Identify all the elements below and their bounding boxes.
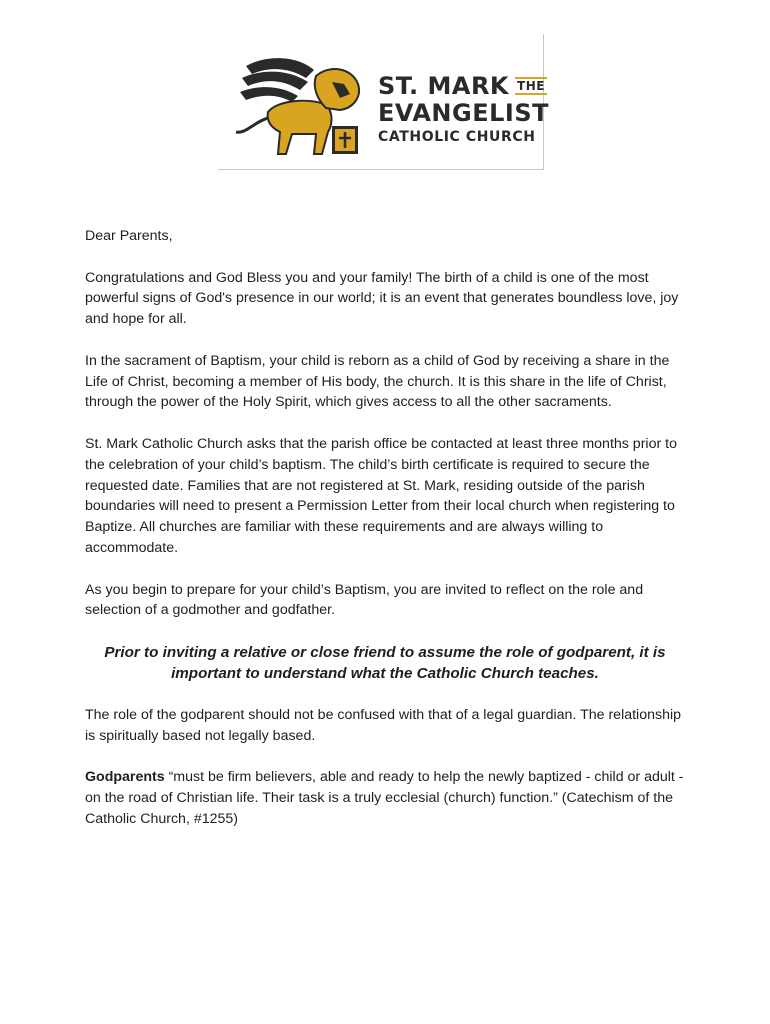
paragraph-godparents-quote: [85, 767, 685, 829]
salutation: Dear Parents,: [85, 228, 173, 244]
logo-line-2: EVANGELIST: [378, 99, 549, 127]
paragraph-congratulations: Congratulations and God Bless you and your family! The birth of a child is one of the most powerful signs of God's presence in our world; it is an event that generates boundless love, joy and hope for all.: [85, 269, 679, 328]
paragraph-preparation: As you begin to prepare for your child’s Baptism, you are invited to reflect on the role and selection of a godmother and godfather.: [85, 581, 644, 619]
logo-the: THE: [517, 79, 545, 93]
logo-line-3: CATHOLIC CHURCH: [378, 129, 536, 145]
paragraph-registration: St. Mark Catholic Church asks that the parish office be contacted at least three months prior to the celebration of your child’s baptism. The child’s birth certificate is required to secure the requested date. Families that are not registered at St. Mark, residing outside of the parish boundaries will need to present a Permission Letter from their local church when registering to Baptize. All churches are familiar with these requirements and are always willing to accommodate.: [85, 435, 677, 556]
paragraph-sacrament: In the sacrament of Baptism, your child is reborn as a child of God by receiving a share in the Life of Christ, becoming a member of His body, the church. It is this share in the life of Christ, through the power of the Holy Spirit, which gives access to all the other sacraments.: [85, 352, 670, 411]
paragraph-godparent-role: The role of the godparent should not be confused with that of a legal guardian. The relationship is spiritually based not legally based.: [85, 706, 682, 744]
godparents-quote-text: “must be firm believers, able and ready to help the newly baptized - child or adult - on the road of Christian life. Their task is a truly ecclesial (church) function.” (Catechism of the Catholic Church, #1255): [85, 769, 684, 827]
letter-body: [85, 226, 685, 851]
winged-lion-icon: [228, 48, 368, 160]
godparents-term: Godparents: [85, 769, 165, 786]
logo-wordmark: [378, 74, 549, 144]
emphasis-statement: Prior to inviting a relative or close friend to assume the role of godparent, it is important to understand what the Catholic Church teaches.: [104, 643, 666, 683]
logo-line-1: ST. MARK: [378, 72, 510, 100]
church-logo: [218, 34, 549, 170]
